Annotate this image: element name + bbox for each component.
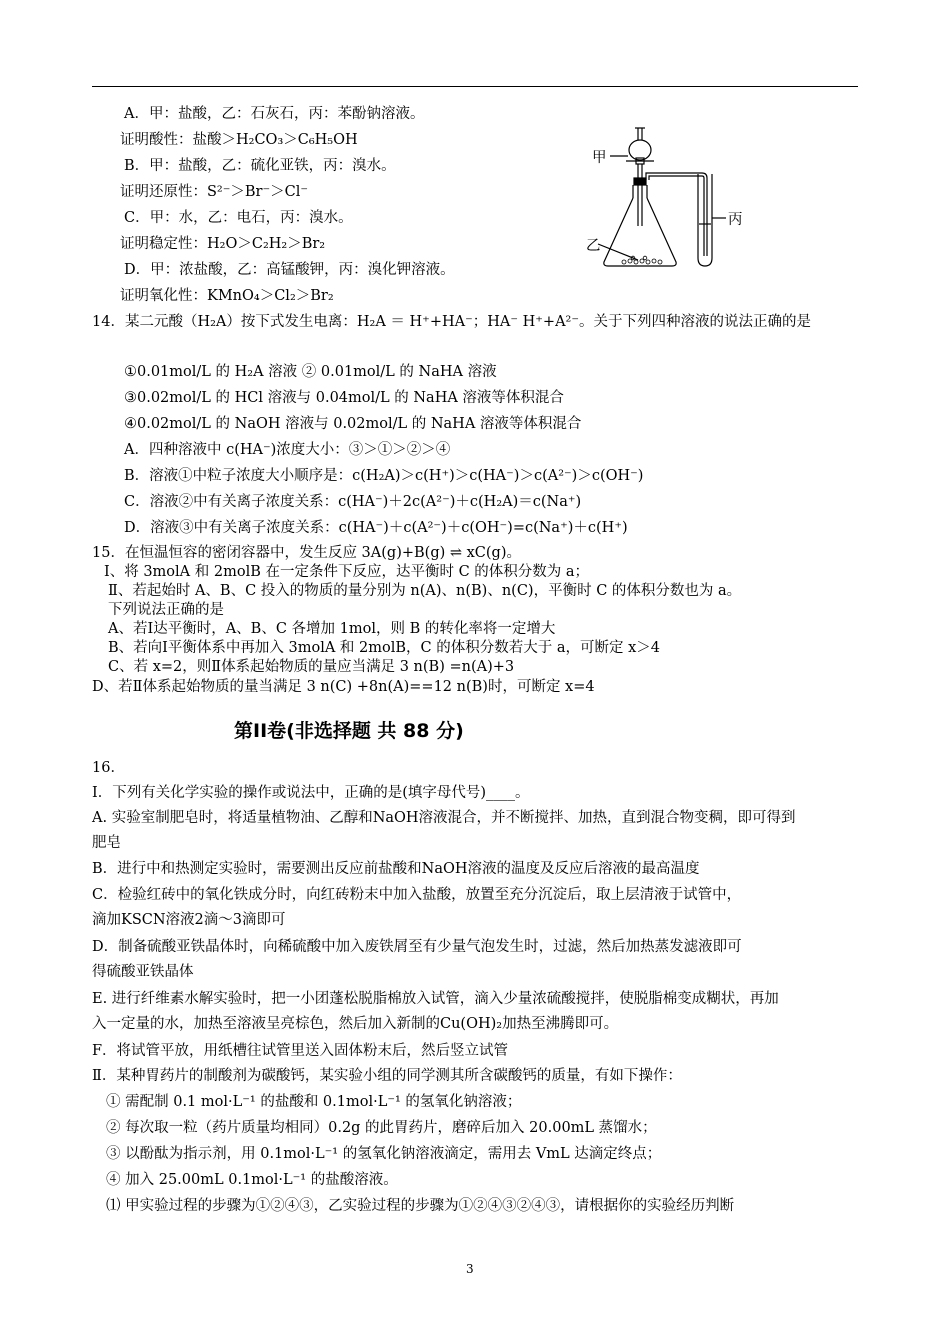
q14-stem: 14．某二元酸（H₂A）按下式发生电离：H₂A ＝ H⁺+HA⁻；HA⁻ H⁺+A²⁻。关于下列四种溶液的说法正确的是	[92, 314, 812, 330]
q14-option-b: B．溶液①中粒子浓度大小顺序是：c(H₂A)＞c(H⁺)＞c(HA⁻)＞c(A²⁻)＞c(OH⁻)	[124, 468, 644, 484]
q16-part2-stem: Ⅱ．某种胃药片的制酸剂为碳酸钙，某实验小组的同学测其所含碳酸钙的质量，有如下操作：	[92, 1068, 682, 1084]
q16-option-b: B．进行中和热测定实验时，需要测出反应前盐酸和NaOH溶液的温度及反应后溶液的最高温度	[92, 861, 700, 877]
q16-option-c-cont: 滴加KSCN溶液2滴～3滴即可	[92, 912, 286, 928]
q14-solution-4: ④0.02mol/L 的 NaOH 溶液与 0.02mol/L 的 NaHA 溶液等体积混合	[124, 416, 582, 432]
q16-option-d: D．制备硫酸亚铁晶体时，向稀硫酸中加入废铁屑至有少量气泡发生时，过滤，然后加热蒸发滤液即可	[92, 939, 742, 955]
q13-proof-d: 证明氧化性：KMnO₄＞Cl₂＞Br₂	[120, 288, 334, 304]
q13-option-a: A．甲：盐酸，乙：石灰石，丙：苯酚钠溶液。	[124, 106, 425, 122]
q13-proof-a: 证明酸性：盐酸＞H₂CO₃＞C₆H₅OH	[120, 132, 358, 148]
q13-proof-b: 证明还原性：S²⁻＞Br⁻＞Cl⁻	[120, 184, 309, 200]
q15-option-d: D、若Ⅱ体系起始物质的量当满足 3 n(C) +8n(A)==12 n(B)时，可断定 x=4	[92, 679, 595, 695]
q16-step-3: ③ 以酚酞为指示剂，用 0.1mol·L⁻¹ 的氢氧化钠溶液滴定，需用去 VmL 达滴定终点；	[106, 1146, 662, 1162]
q16-option-a: A. 实验室制肥皂时，将适量植物油、乙醇和NaOH溶液混合，并不断搅拌、加热，直到混合物变稠，即可得到	[92, 810, 796, 826]
label-bing: 丙	[728, 212, 743, 228]
q15-option-a: A、若Ⅰ达平衡时，A、B、C 各增加 1mol，则 B 的转化率将一定增大	[108, 621, 556, 637]
q16-part1-stem: Ⅰ．下列有关化学实验的操作或说法中，正确的是(填字母代号)____。	[92, 785, 530, 801]
q16-number: 16．	[92, 760, 125, 776]
q16-step-2: ② 每次取一粒（药片质量均相同）0.2g 的此胃药片，磨碎后加入 20.00mL 蒸馏水；	[106, 1120, 657, 1136]
label-jia: 甲	[592, 150, 607, 166]
q15-condition-1: Ⅰ、将 3molA 和 2molB 在一定条件下反应，达平衡时 C 的体积分数为 a；	[104, 564, 590, 580]
q14-option-d: D．溶液③中有关离子浓度关系：c(HA⁻)＋c(A²⁻)＋c(OH⁻)=c(Na⁺)＋c(H⁺)	[124, 520, 628, 536]
q16-option-f: F．将试管平放，用纸槽往试管里送入固体粉末后，然后竖立试管	[92, 1043, 509, 1059]
header-rule	[92, 86, 858, 87]
q16-option-d-cont: 得硫酸亚铁晶体	[92, 964, 194, 980]
q16-step-4: ④ 加入 25.00mL 0.1mol·L⁻¹ 的盐酸溶液。	[106, 1172, 398, 1188]
q13-option-c: C．甲：水，乙：电石，丙：溴水。	[124, 210, 353, 226]
section-title: 第II卷(非选择题 共 88 分)	[234, 720, 464, 742]
apparatus-figure	[578, 126, 758, 274]
label-yi: 乙	[586, 238, 601, 254]
q13-option-b: B．甲：盐酸，乙：硫化亚铁，丙：溴水。	[124, 158, 396, 174]
q14-solution-3: ③0.02mol/L 的 HCl 溶液与 0.04mol/L 的 NaHA 溶液等体积混合	[124, 390, 564, 406]
q15-prompt: 下列说法正确的是	[108, 602, 224, 618]
q16-step-1: ① 需配制 0.1 mol·L⁻¹ 的盐酸和 0.1mol·L⁻¹ 的氢氧化钠溶液；	[106, 1094, 522, 1110]
q16-option-e-cont: 入一定量的水，加热至溶液呈亮棕色，然后加入新制的Cu(OH)₂加热至沸腾即可。	[92, 1016, 619, 1032]
q14-option-a: A．四种溶液中 c(HA⁻)浓度大小：③＞①＞②＞④	[124, 442, 451, 458]
q16-option-a-cont: 肥皂	[92, 835, 121, 851]
q15-option-c: C、若 x=2，则Ⅱ体系起始物质的量应当满足 3 n(B) =n(A)+3	[108, 659, 515, 675]
q15-stem: 15．在恒温恒容的密闭容器中，发生反应 3A(g)+B(g) ⇌ xC(g)。	[92, 545, 521, 561]
q15-option-b: B、若向Ⅰ平衡体系中再加入 3molA 和 2molB，C 的体积分数若大于 a，可断定 x＞4	[108, 640, 660, 656]
q16-option-e: E. 进行纤维素水解实验时，把一小团蓬松脱脂棉放入试管，滴入少量浓硫酸搅拌，使脱脂棉变成糊状，再加	[92, 991, 779, 1007]
q16-subq-1: ⑴ 甲实验过程的步骤为①②④③，乙实验过程的步骤为①②④③②④③，请根据你的实验经历判断	[106, 1198, 735, 1214]
page-number: 3	[466, 1262, 474, 1276]
q14-solutions-1-2: ①0.01mol/L 的 H₂A 溶液 ② 0.01mol/L 的 NaHA 溶液	[124, 364, 497, 380]
q14-option-c: C．溶液②中有关离子浓度关系：c(HA⁻)＋2c(A²⁻)＋c(H₂A)＝c(Na⁺)	[124, 494, 582, 510]
q16-option-c: C．检验红砖中的氧化铁成分时，向红砖粉末中加入盐酸，放置至充分沉淀后，取上层清液于试管中，	[92, 887, 742, 903]
q15-condition-2: Ⅱ、若起始时 A、B、C 投入的物质的量分别为 n(A)、n(B)、n(C)，平衡时 C 的体积分数也为 a。	[108, 583, 742, 599]
q13-option-d: D．甲：浓盐酸，乙：高锰酸钾，丙：溴化钾溶液。	[124, 262, 455, 278]
q13-proof-c: 证明稳定性：H₂O＞C₂H₂＞Br₂	[120, 236, 326, 252]
